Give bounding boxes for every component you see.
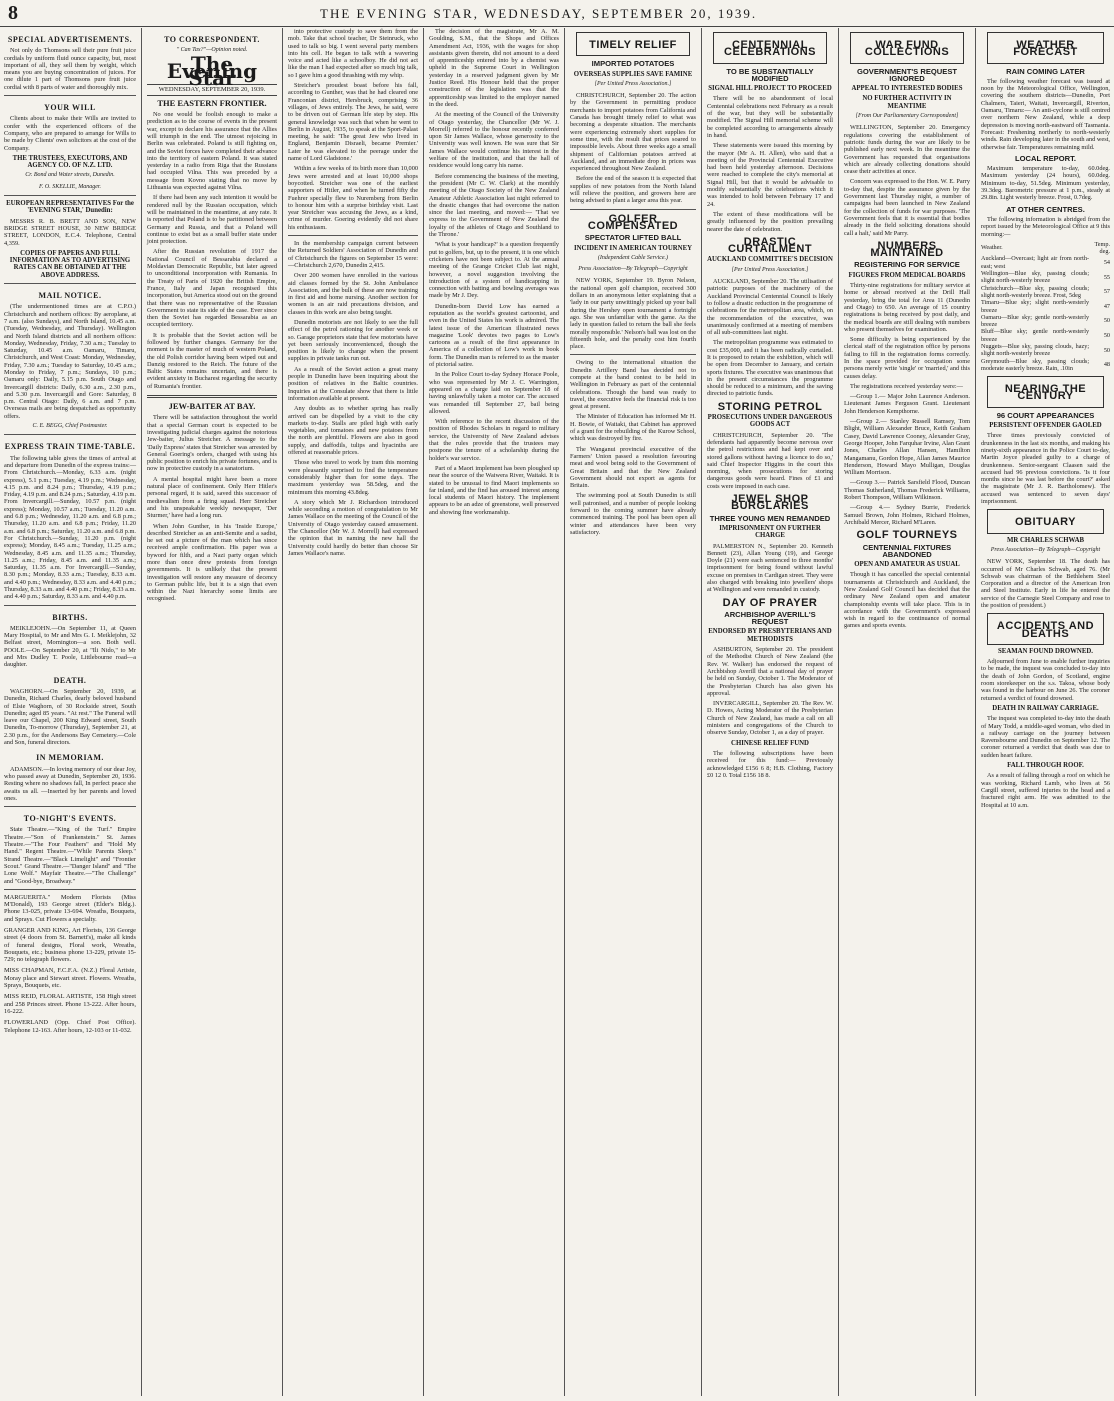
weather-place: Nuggets—Blue sky, passing clouds, hazy; slight north-westerly breeze — [981, 342, 1090, 358]
florist-ad: FLOWERLAND (Opp. Chief Post Office). Telephone 12-163. After hours, 12-103 or 11-032. — [4, 1019, 136, 1034]
headline-box — [987, 613, 1104, 645]
headline: DRASTIC CURTAILMENT — [727, 235, 813, 256]
article-paragraph: The decision of the magistrate, Mr A. M. Goulding, S.M., that the Shops and Offices Amendment Act, 1936, with the wages for shop assistants given therein, did not amount to a deed of apprenticeship entered into by a chemist was upheld in the Supreme Court in Wellington yesterday in a reserved judgment given by Mr Justice Reed. His Honour held that the proper construction of the legislation was that the apprenticeship was limited to the employer named in the deed. — [429, 28, 559, 108]
divider — [4, 283, 136, 284]
weather-row — [981, 285, 1110, 300]
deck: APPEAL TO INTERESTED BODIES — [851, 85, 963, 93]
column-rule — [282, 28, 283, 1396]
column-rule — [564, 28, 565, 1396]
divider — [570, 354, 696, 355]
divider — [4, 889, 136, 890]
subheadline: 96 COURT APPEARANCES — [996, 410, 1095, 420]
subheadline: AT OTHER CENTRES. — [1006, 204, 1085, 214]
headline: ACCIDENTS AND DEATHS — [996, 620, 1095, 640]
trustees-manager: F. O. SKELLIE, Manager. — [38, 183, 102, 190]
memoriam-heading: IN MEMORIAM. — [36, 753, 104, 763]
article-paragraph: The Wanganui provincial executive of the Farmers' Union passed a resolution favouring meat and wool being sold to the Government of Great Britain and that the New Zealand Government should not export as agents for Britain. — [570, 445, 696, 490]
euro-reps-text: MESSRS R. B. BRETT AND SON, NEW BRIDGE STREET HOUSE, 30 NEW BRIDGE STREET, LONDON, E.C.4. Telephone, Central 4,359. — [4, 217, 136, 247]
page-number: 8 — [8, 2, 18, 24]
euro-reps-heading: EUROPEAN REPRESENTATIVES For the 'EVENING STAR,' Dunedin: — [6, 200, 134, 215]
article-paragraph: NEW YORK, September 18. The death has occurred of Mr Charles Schwab, aged 76. (Mr Schwab was chairman of the Bethlehem Steel Corporation and a director of the American Iron and Steel Institute. Early in life he entered the service of the Carnegie Steel Company and rose to the position of president.) — [981, 558, 1110, 609]
weather-header-temp: Temp. deg. — [1094, 240, 1110, 256]
column-rule — [975, 28, 976, 1396]
events-heading: TO-NIGHT'S EVENTS. — [23, 814, 117, 824]
press-credit: [Per United Press Association.] — [731, 266, 809, 273]
column-rule — [838, 28, 839, 1396]
divider — [4, 434, 136, 435]
leader-paragraph: No one would be foolish enough to make a prediction as to the course of events in the present war, except to declare his assurance that the Allies will triumph in the end. The utmost rejoicing in Berlin was celebrated. Poland is still fighting on, and the Soviet forces have completed their advance into the territory of eastern Poland. It was stated yesterday in a radio from Riga that the Russians had occupied Vilna. This was preceded by a message from Kovno stating that no move by Lithuania was expected against Vilna. — [147, 111, 277, 192]
paper-nameplate: The Evening Star — [166, 51, 258, 91]
article-paragraph: Before commencing the business of the meeting, the president (Mr C. W. Clark) at the monthly meeting of the Otago Society of the New Zealand Amateur Athletic Association last night referred to the drastic changes that had overcome the nation since the last meeting, and moved:— 'That we express to the Government of New Zealand the loyalty of the athletes of Otago and Southland to the Throne.' — [429, 172, 559, 239]
leader-paragraph: It is probable that the Soviet action will be followed by further changes. Germany for the moment is the master of much of western Poland, the old Polish corridor having been wiped out and Danzig restored to the Reich. The future of the Baltic States remains uncertain, and there is evident anxiety in Bucharest regarding the security of Rumania's frontier. — [147, 331, 277, 390]
article-paragraph: Some difficulty is being experienced by the clerical staff of the registration office by persons failing to fill in the registration forms correctly. In the space provided for occupation some persons merely write 'single' or 'married,' and this causes delay. — [844, 336, 970, 380]
article-paragraph: As a result of falling through a roof on which he was working, Richard Lamb, who lives at 56 Cargill street, suffered injuries to the head and a fractured right arm. He was admitted to the Hospital at 10 a.m. — [981, 772, 1110, 809]
weather-place: Christchurch—Blue sky, passing clouds; slight north-westerly breeze. Frost, 5deg — [981, 284, 1090, 299]
deck: OVERSEAS SUPPLIES SAVE FAMINE — [573, 70, 693, 78]
special-ads-heading: SPECIAL ADVERTISEMENTS. — [7, 35, 133, 44]
running-head: THE EVENING STAR, WEDNESDAY, SEPTEMBER 20, 1939. — [320, 6, 758, 21]
weather-row — [981, 358, 1110, 373]
leader-paragraph: After the Russian revolution of 1917 the National Council of Bessarabia declared a Moldavian Democratic Republic, but later agreed to unconditional incorporation with Rumania. In the Treaty of Paris of 1920 the British Empire, France, Italy and Japan recognised this incorporation, but America stood out on the ground that there was no representative of the Russian Government to state its side of the case. Ever since then the Soviet has regarded Bessarabia as an occupied territory. — [147, 248, 277, 329]
florist-ad: MISS CHAPMAN, F.C.F.A. (N.Z.) Floral Artiste, Moray place and Stewart street. Flowers. Wreaths, Sprays, Bouquets, etc. — [4, 967, 136, 990]
article-paragraph: The swimming pool at South Dunedin is still well patronised, and a number of people looking forward to the coming summer have already commenced training. The pool has been open all winter and attendances have been very satisfactory. — [570, 492, 696, 536]
article-paragraph: INVERCARGILL, September 20. The Rev. W. D. Howes, Acting Moderator of the Presbyterian Church of New Zealand, has made a call on all ministers and congregations of the Church to observe Sunday, October 1, as a day of prayer. — [707, 700, 833, 737]
registration-group: —Group 4.— Sydney Burrie, Frederick Samuel Brown, John Holmes, Richard Holmes, Archibald Mercer, Richard M'Laren. — [844, 504, 970, 526]
weather-place: Oamaru—Blue sky; gentle north-westerly breeze — [981, 313, 1090, 329]
special-ads-text: Not only do Thomsons sell their pure fruit juice cordials by uniform fluid ounce capacity, but, most important of all, they sell them by weight, which means you are buying concentration of juices. For one dilute 1 part of Thomsons pure fruit juice cordial with 8 parts of water and thoroughly mix. — [4, 47, 136, 91]
deck: FIGURES FROM MEDICAL BOARDS — [848, 271, 966, 279]
article-paragraph: As a result of the Soviet action a great many people in Dunedin have been inquiring about the position of relatives in the Baltic countries. Inquiries at the Consulate show that there is little information available at present. — [288, 365, 418, 402]
article-paragraph: At the meeting of the Council of the University of Otago yesterday, the Chancellor (Mr W. J. Morrell) referred to the honour recently conferred upon Sir James Wallace, whose generosity to the University was well known. He was sure that Sir James Wallace would continue his interest in the welfare of the institution, and that the hall of residence would long carry his name. — [429, 111, 559, 170]
registration-group: —Group 2.— Stanley Russell Ramsey, Tom Blight, William Alexander Bruce, Keith Graham Casey, David Lawrence Cooney, Alexander Gray, George Hooper, John Farquhar Irvine, Alan Grant Jones, Charles Allan Hansen, Hamilton Mangamanu, Gordon Hope, Allan James Maurice Henderson, Howard Mayo Mulligan, Douglas William Morrison. — [844, 418, 970, 477]
deck: PERSISTENT OFFENDER GAOLED — [989, 422, 1102, 430]
headline-box — [713, 32, 827, 64]
death-text: WAGHORN.—On September 20, 1939, at Dunedin, Richard Charles, dearly beloved husband of Elsie Waghorn, of 30 Rockside street, South Dunedin; aged 85 years. "At rest." The Funeral will leave our Chapel, 200 King Edward street, South Dunedin, To-morrow (Thursday), September 21, at 2.30 p.m., for the Andersons Bay Cemetery.—Cole and Son, funeral directors. — [4, 687, 136, 747]
divider — [4, 605, 136, 606]
trustees-address: Cr. Bond and Water streets, Dunedin. — [25, 172, 115, 179]
headline: GOLF TOURNEYS — [856, 529, 958, 542]
article-paragraph: The following weather forecast was issued at noon by the Meteorological Office, Wellington, covering the southern districts—Dunedin, Port Chalmers, Taieri, Waitati, Invercargill, Riverton, Oamaru, Timaru:— An anti-cyclone is still centred over northern New Zealand, while a deep depression is moving north-eastward off Tasmania. Forecast: Freshening northerly to north-westerly winds. Rain developing later in the south and west, otherwise fair. Temperatures remaining mild. — [981, 77, 1110, 151]
article-paragraph: Three times previously convicted of drunkenness in the last six months, and making his ninety-sixth appearance in the Police Court to-day, Martin Joyce pleaded guilty to a charge of drunkenness. Senior-sergeant Claasen said the accused had 96 previous convictions. 'Is it four months since he was last before the court?' asked the magistrate (Mr J. R. Bartholomew). The accused was sentenced to seven days' imprisonment. — [981, 432, 1110, 506]
deck: SEAMAN FOUND DROWNED. — [998, 647, 1093, 655]
paper-dateline: WEDNESDAY, SEPTEMBER 20, 1939. — [147, 84, 277, 95]
memoriam-text: ADAMSON.—In loving memory of our dear Joy, who passed away at Dunedin, September 20, 1936. Resting where no shadows fall, In perfect peace she awaits us all. —Inserted by her parents and loved ones. — [4, 765, 136, 802]
second-leader-paragraph: There will be satisfaction throughout the world that a special German court is expected to be investigating judicial charges against the notorious Jew-baiter, Julius Streicher. A message to the 'Daily Express' states that Streicher was arrested by General Goering's orders, charged with using his public position to enrich his private fortunes, and is now in protective custody in a sanatorium. — [147, 414, 277, 473]
masthead — [0, 0, 1114, 27]
article-paragraph: Those who travel to work by tram this morning were pleasantly surprised to find the temperature considerably higher than for some days. The maximum yesterday was 58.5deg, and the minimum this morning 43.8deg. — [288, 459, 418, 496]
deck: OPEN AND AMATEUR AS USUAL — [854, 561, 960, 569]
deck: INCIDENT IN AMERICAN TOURNEY — [573, 244, 693, 252]
weather-temp: 50 — [1103, 332, 1110, 340]
article-paragraph: In the membership campaign current between the Returned Soldiers' Association of Dunedin and of Christchurch the figures on September 15 were:—Christchurch 2,670, Dunedin 2,415. — [288, 240, 418, 269]
divider — [4, 95, 136, 96]
headline: STORING PETROL — [717, 400, 823, 413]
weather-temp: 50 — [1103, 346, 1110, 354]
article-paragraph: Concern was expressed to the Hon. W. E. Parry to-day that, despite the assurance given by the Government last Thursday night, a number of campaigns had been launched in New Zealand for the collection of funds for war purposes. 'The Government feels that it is essential that bodies already in the field soliciting donations should call a halt,' said Mr Parry. — [844, 178, 970, 237]
article-paragraph: With reference to the recent discussion of the position of Rhodes Scholars in regard to military service, the University of New Zealand advises that the rules provide that the trustees may postpone the tenure of a scholarship during the holder's war service. — [429, 418, 559, 462]
article-paragraph: Any doubts as to whether spring has really arrived can be dispelled by a visit to the city markets to-day. Stalls are piled high with early vegetables, and tomatoes and new potatoes from the north are plentiful. Flowers are also in good supply, and daffodils, tulips and hyacinths are offered at reasonable prices. — [288, 405, 418, 457]
headline: NUMBERS MAINTAINED — [870, 239, 944, 260]
weather-header-row — [981, 241, 1110, 256]
subheadline: RAIN COMING LATER — [1006, 66, 1085, 76]
weather-row — [981, 255, 1110, 270]
weather-row — [981, 314, 1110, 329]
press-credit: [Per United Press Association.] — [594, 80, 672, 87]
weather-place: Auckland—Overcast; light air from north-east; west — [981, 255, 1090, 270]
headline-box — [987, 32, 1104, 64]
your-will-text: Clients about to make their Wills are invited to confer with the experienced officers of the Company, who are prepared to arrange for Wills to be made by Clients' own solicitors at the cost of the Company. — [4, 115, 136, 152]
article-paragraph: The extent of these modifications will be greatly influenced by the position prevailing nearer the date of celebration. — [707, 210, 833, 233]
weather-table — [981, 241, 1110, 372]
death-heading: DEATH. — [53, 675, 87, 685]
headline: WEATHER FORECAST — [1013, 39, 1078, 59]
article-paragraph: Within a few weeks of its birth more than 10,000 Jews were arrested and at least 10,000 shops boycotted. Streicher was one of the earliest supporters of Hitler, and when he turned fifty the Fuehrer specially flew to Nuremberg from Berlin to honour him with a surprise birthday visit. Last year Streicher was accusing the Jews, as a kind, crime of murder. Goering evidently did not share his enthusiasm. — [288, 165, 418, 231]
second-leader-paragraph: A mental hospital might have been a more natural place of confinement. Only Herr Hitler's personal regard, it is said, saved this successor of medievalism from a firing squad. Herr Streicher and his unspeakable weekly newspaper, 'Der Sturmer,' have had a long run. — [147, 475, 277, 520]
headline-box — [576, 32, 690, 56]
subheadline: CENTENNIAL FIXTURES ABANDONED — [862, 542, 952, 559]
correspondent-text: " Can Tax?"—Opinion noted. — [176, 47, 248, 54]
article-paragraph: The metropolitan programme was estimated to cost £35,000, and it has been radically curtailed. It is proposed to retain the exhibition, which will be open from December to January, and certain sports fixtures. The executive was unanimous that in the present circumstances the programme should be reduced to a minimum, and the saving directed to patriotic funds. — [707, 339, 833, 398]
column-rule — [141, 28, 142, 1396]
divider — [4, 195, 136, 196]
article-paragraph: Adjourned from June to enable further inquiries to be made, the inquest was concluded to-day into the death of John Gordon, of Scotland, engine room storekeeper on the s.s. Takoa, whose body was found in the harbour on June 26. The coroner returned a verdict of found drowned. — [981, 658, 1110, 702]
article-paragraph: WELLINGTON, September 20. Emergency regulations covering the establishment of patriotic funds during the war are likely to be published early next week. In the meantime the Government has requested that organisations which are already collecting donations should cease their activities at once. — [844, 124, 970, 176]
subheadline: LOCAL REPORT. — [1014, 153, 1077, 163]
weather-place: Timaru—Blue sky; slight north-westerly breeze — [981, 299, 1090, 314]
headline: CENTENNIAL CELEBRATIONS — [724, 39, 816, 59]
column-6 — [703, 28, 837, 1396]
florist-ad: GRANGER AND KING, Art Florists, 136 George street (4 doors from St. Barnett's), make all kinds of funeral designs, Floral work, Wreaths, Bouquets, etc.; business phone 13-229, private 15-729; no telegraph flowers. — [4, 926, 136, 964]
subheadline: GOVERNMENT'S REQUEST IGNORED — [856, 66, 958, 83]
weather-row — [981, 343, 1110, 358]
deck: NO FURTHER ACTIVITY IN MEANTIME — [862, 95, 952, 110]
article-paragraph: CHRISTCHURCH, September 20. The action by the Government in permitting produce merchants to import potatoes from California and Canada has brought timely relief to what was becoming a desperate situation. The merchants were experiencing extremely short supplies for some time, with the result that prices soared to impossible levels. About three weeks ago a small shipment of Californian potatoes arrived at Auckland, and an immediate drop in prices was experienced throughout New Zealand. — [570, 92, 696, 173]
press-credit: Press Association—By Telegraph—Copyright — [578, 266, 688, 273]
deck: ENDORSED BY PRESBYTERIANS AND METHODISTS — [708, 628, 832, 643]
deck: PROSECUTIONS UNDER DANGEROUS GOODS ACT — [707, 414, 833, 429]
article-paragraph: Thirty-nine registrations for military service at home or abroad received at the Drill Hall yesterday, bring the total for Area 11 (Dunedin and Otago) to 650. An average of 15 country registrations is being received by post daily, and the medical boards are still dealing with numbers who present themselves for examination. — [844, 282, 970, 333]
mail-notice-text: (The undermentioned times are at C.P.O.) Christchurch and northern offices: By aeroplane, at 7 a.m. (also Sundays), and North Island, 10.45 a.m. (Tuesday, Wednesday, and Thursday). Wellington and North Island districts and all northern offices: Monday, Wednesday, Friday, 7.30 a.m.; Tuesday to Saturday, 10.45 a.m. Oamaru, Timaru, Christchurch, and West Coast: Monday, Wednesday, Friday, 7.30 a.m.; Tuesday to Saturday, 10.45 a.m.; Monday to Friday, 7 p.m.; Sundays, 10 p.m.; Oamaru only: Daily, 5.15 p.m. South Otago and Invercargill districts: Daily, 6.30 a.m., 2.30 p.m., and 5.30 p.m. Invercargill and Gore: Saturday, 8 p.m. Central Otago: Daily, 6 a.m. and 7 p.m. Overseas mails are being despatched as opportunity offers. — [4, 303, 136, 420]
deck: FALL THROUGH ROOF. — [1007, 762, 1084, 770]
postmaster: C. E. BEGG, Chief Postmaster. — [32, 423, 108, 430]
headline: OBITUARY — [1014, 516, 1077, 529]
column-7 — [840, 28, 974, 1396]
article-paragraph: The following information is abridged from the report issued by the Meteorological Office at 9 this morning:— — [981, 215, 1110, 238]
correspondent-heading: TO CORRESPONDENT. — [164, 35, 260, 44]
headline: TIMELY RELIEF — [589, 39, 677, 51]
weather-place: Bluff—Blue sky; gentle north-westerly breeze — [981, 328, 1090, 343]
express-train-text: The following table gives the times of arrival at and departure from Dunedin of the express trains:— From Christchurch.—Monday, 6.33 a.m. (night express), 5.1 p.m.; Tuesday, 4.19 p.m.; Wednesday, 4.15 p.m. and 8.24 p.m.; Thursday, 4.19 p.m.; Friday, 4.19 p.m. and 8.24 p.m.; Saturday, 4.19 p.m. From Invercargill.—Sunday, 10.57 p.m. (night express); Monday, 10.57 a.m.; Tuesday, 11.20 a.m. and 6.8 p.m.; Wednesday, 11.20 a.m. and 6.8 p.m.; Thursday, 11.20 a.m. and 6.8 p.m.; Friday, 11.20 a.m. and 6.8 p.m.; Saturday, 11.20 a.m. and 6.8 p.m. For Christchurch.—Sunday, 11.20 p.m. (night express); Monday, 8.45 a.m.; Tuesday, 11.25 a.m.; Wednesday, 8.45 a.m. and 11.35 a.m.; Thursday, 11.25 a.m.; Friday, 8.45 a.m. and 11.35 a.m.; Saturday, 11.35 a.m. For Invercargill.—Sunday, 8.30 p.m.; Monday, 8.33 a.m.; Tuesday, 8.33 a.m. and 4.40 p.m.; Wednesday, 8.33 a.m. and 4.40 p.m.; Thursday, 8.33 a.m. and 4.40 p.m.; Friday, 8.33 a.m. and 4.40 p.m.; Saturday, 8.33 a.m. and 4.40 p.m. — [4, 454, 136, 601]
your-will-heading: YOUR WILL — [44, 103, 96, 113]
express-train-heading: EXPRESS TRAIN TIME-TABLE. — [4, 442, 136, 452]
weather-row — [981, 328, 1110, 343]
euro-copies: COPIES OF PAPERS AND FULL INFORMATION AS TO ADVERTISING RATES CAN BE OBTAINED AT THE ABOVE ADDRESS. — [9, 249, 131, 279]
weather-row — [981, 299, 1110, 314]
deck: AUCKLAND COMMITTEE'S DECISION — [707, 256, 833, 264]
deck: MR CHARLES SCHWAB — [1006, 536, 1085, 544]
article-paragraph: These statements were issued this morning by the mayor (Mr A. H. Allen), who said that a meeting of the Provincial Centennial Executive had been held yesterday afternoon. Decisions were reached to complete the city's memorial at Signal Hill, but that it would be advisable to modify substantially the celebrations which it was intended to hold between February 17 and 24. — [707, 142, 833, 208]
press-credit: Press Association—By Telegraph—Copyright — [990, 546, 1101, 553]
article-paragraph: CHRISTCHURCH, September 20. 'The defendants had apparently become nervous over the petrol restrictions and had kept over and stored gallons without having a licence to do so,' said Chief Inspector Higgins in the court this morning, when prosecutions for storing dangerous goods were heard. Fines of £1 and costs were imposed in each case. — [707, 431, 833, 490]
headline: GOLFER COMPENSATED — [587, 212, 679, 232]
headline: DAY OF PRAYER — [722, 596, 818, 609]
weather-temp: 48 — [1103, 361, 1110, 369]
second-leader-heading: JEW-BAITER AT BAY. — [168, 401, 256, 412]
subheadline: ARCHBISHOP AVERILL'S REQUEST — [724, 609, 816, 627]
divider — [570, 209, 696, 210]
births-heading: BIRTHS. — [52, 612, 88, 622]
florist-ad: MARGUERITA." Modern Florists (Miss M'Donald), 193 George street (Elder's Bldg.). Phone 13-025, private 13-694. Wreaths, Bouquets, and Sprays. Cut Flowers a specialty. — [4, 893, 136, 923]
article-paragraph: Owing to the international situation the Dunedin Artillery Band has decided not to compete at the band contest to be held in Wellington in February as part of the centennial celebrations. Though the band was ready to travel, the executive feels the financial risk is too great at present. — [570, 359, 696, 411]
column-3 — [284, 28, 422, 1396]
article-paragraph: NEW YORK, September 19. Byron Nelson, the national open golf champion, received 300 dollars in an anonymous letter explaining that a 'lady in our party unwittingly picked up your ball during the Hershey open tournament a fortnight ago. She was unfamiliar with the game. As the lady in question failed to return the ball she feels morally responsible.' Nelson's ball was lost on the fifteenth hole, and the penalty cost him fourth place. — [570, 277, 696, 351]
divider — [288, 235, 418, 236]
headline: WAR FUND COLLECTIONS — [864, 39, 950, 59]
cable-credit: (Independent Cable Service.) — [597, 254, 669, 261]
headline: NEARING THE CENTURY — [1004, 383, 1087, 403]
events-text: State Theatre.—"King of the Turf." Empire Theatre.—"Son of Frankenstein." St. James Theatre.—"The Four Feathers" and "Hold My Hand." Regent Theatre.—"While Parents Sleep." Strand Theatre.—"Black Limelight" and "Frontier Scout." Grand Theatre.—"Danger Island" and "The Lone Wolf." Mayfair Theatre.—"The Challenge" and "Good-bye, Broadway." — [4, 826, 136, 885]
deck: DEATH IN RAILWAY CARRIAGE. — [992, 704, 1099, 712]
subheadline: THREE YOUNG MEN REMANDED — [709, 513, 831, 523]
subheadline: TO BE SUBSTANTIALLY MODIFIED — [726, 66, 814, 83]
deck: IMPRISONMENT ON FURTHER CHARGE — [719, 524, 821, 540]
article-paragraph: Before the end of the season it is expected that supplies of new potatoes from the North Island will relieve the position, and growers here are being advised to plant a larger area this year. — [570, 175, 696, 205]
article-paragraph: The Minister of Education has informed Mr H. H. Bowie, of Waitaki, that Cabinet has approved of a grant for the rebuilding of the Kurow School, which was destroyed by fire. — [570, 413, 696, 443]
trustees-name: THE TRUSTEES, EXECUTORS, AND AGENCY CO. OF N.Z. LTD. — [12, 154, 128, 170]
second-leader-paragraph: When John Gunther, in his 'Inside Europe,' described Streicher as an anti-Semite and a sadist, he set out a picture of the man which has since received ample confirmation. His paper was a byword for filth, and a Nazi party organ which more than once drew protests from foreign governments. It is unlikely that the present investigation will restore any measure of decency to German public life, but it is a sign that even within the Nazi hierarchy some limits are recognised. — [147, 522, 277, 603]
deck: CHINESE RELIEF FUND — [731, 739, 809, 747]
births-text: MEIKLEJOHN.—On September 11, at Queen Mary Hospital, to Mr and Mrs G. I. Meiklejohn, 32 Belfast street, Mornington—a son. Both well. POOLE.—On September 20, at "Ili Nido," to Mr and Mrs Dudley T. Poole, Littlebourne road—a daughter. — [4, 624, 136, 669]
headline-box — [987, 376, 1104, 408]
article-paragraph: The registrations received yesterday were:— — [850, 382, 963, 390]
article-paragraph: A story which Mr J. Richardson introduced while seconding a motion of congratulation to Mr James Wallace on the meeting of the Council of the University of Otago yesterday caused amusement. The Chancellor (Mr W. J. Morrell) had expressed the opinion that in naming the new hall the University could hardly do better than choose Sir James Wallace's name. — [288, 498, 418, 557]
article-paragraph: Dunedin motorists are not likely to see the full effect of the petrol rationing for another week or so. Garage proprietors state that few motorists have yet been seriously inconvenienced, though the position is likely to change when the present supplies in private tanks run out. — [288, 318, 418, 363]
article-paragraph: Streicher's proudest boast before his fall, according to Gunther, was that he had cleared one Franconian district, Hersbruck, comprising 36 villages, of Jews entirely. The Jews, he said, were to be driven out of German life step by step. His general knowledge was such that when he went to Berlin in August, 1935, to speak at the Sport-Palast meeting, he said: 'The great Jew who lived in England, Benjamin Disraeli, became Premier.' Later he was elevated to the peerage under the name of Lord Gladstone.' — [288, 82, 418, 163]
column-rule — [701, 28, 702, 1396]
headline: JEWEL SHOP BURGLARIES — [731, 493, 809, 513]
leader-paragraph: If there had been any such intention it would be rendered null by the Russian occupation, which will be maintained in the meantime, at any rate. It is reported that Poland is to be partitioned between Germany and Russia, and that a Poland will continue to exist but as a small buffer state under joint protection. — [147, 194, 277, 246]
article-paragraph: PALMERSTON N., September 20. Kenneth Bennett (23), Allan Young (19), and George Doyle (21) were each sentenced to three months' imprisonment for being found without lawful excuse on premises in Cardigan street. They were also charged with breaking into jewellers' shops at Wellington and were remanded in custody. — [707, 542, 833, 594]
article-paragraph: Over 200 women have enrolled in the various aid classes formed by the St. John Ambulance Association, and the bulk of these are now training in first aid and home nursing. Another section for women is an air raid precautions division, and classes in this work are also being taught. — [288, 272, 418, 316]
deck: SIGNAL HILL PROJECT TO PROCEED — [708, 85, 832, 93]
press-credit: [From Our Parliamentary Correspondent] — [855, 113, 959, 120]
subheadline: REGISTERING FOR SERVICE — [854, 260, 960, 270]
headline-box — [850, 32, 964, 64]
column-8 — [977, 28, 1114, 1396]
column-2 — [143, 28, 281, 1396]
article-paragraph: Part of a Maori implement has been ploughed up near the source of the Waiwera River, Waitaki. It is stated to be unusual to find Maori implements so far inland, and the find has aroused interest among local students of Maori history. The implement appears to be an adze of greenstone, well preserved and showing fine workmanship. — [429, 464, 559, 516]
weather-temp: 47 — [1103, 302, 1110, 310]
weather-temp: 55 — [1103, 273, 1110, 281]
article-paragraph: There will be no abandonment of local Centennial celebrations next February as a result of the war, but they will be substantially modified. The Signal Hill memorial scheme will be completed according to arrangements already in hand. — [707, 95, 833, 139]
article-paragraph: The following subscriptions have been received for this fund:— Previously acknowledged £156 6 8; H.B. Clothing, Factory £0 12 0. Total £156 18 8. — [707, 749, 833, 779]
article-paragraph: into protective custody to save them from the mob. Take that school teacher, Dr Steinruck, who used to talk so big. I went several party members into his cell. He began to talk with a wavering voice and acted like a schoolboy. He did not act like the man I had expected after so much big talk, so I gave him a good thrashing with my whip. — [288, 28, 418, 79]
weather-place: Greymouth—Blue sky, passing clouds; moderate easterly breeze. Rain, .10in — [981, 357, 1090, 372]
article-paragraph: The inquest was completed to-day into the death of Mary Todd, a middle-aged woman, who died in a railway carriage on the journey between Ravensbourne and Dunedin on September 12. The coroner returned a verdict that death was due to sudden heart failure. — [981, 715, 1110, 759]
article-paragraph: Though it has cancelled the special centennial tournaments at Christchurch and Auckland, the New Zealand Golf Council has decided that the ordinary New Zealand open and amateur championship events will take place. This is in accordance with the Government's expressed wish in regard to the continuance of normal games and sports events. — [844, 571, 970, 630]
mail-notice-heading: MAIL NOTICE. — [38, 291, 102, 301]
column-rule — [423, 28, 424, 1396]
florist-ad: MISS REID, FLORAL ARTISTE, 158 High street and 258 Princes street. Phone 13-222. After hours, 16-222. — [4, 993, 136, 1015]
divider — [147, 395, 277, 398]
weather-header-place: Weather. — [981, 244, 1003, 252]
registration-group: —Group 3.— Patrick Sarsfield Flood, Duncan Thomas Sutherland, Thomas Frederick Williams, Robert Thompson, William Wilkinson. — [844, 479, 970, 502]
column-4 — [425, 28, 563, 1396]
article-paragraph: 'What is your handicap?' is a question frequently put to golfers, but, up to the present, it is one which cricketers have not been subject to. At the annual meeting of the Grange Cricket Club last night, however, a novel suggestion involving the introduction of a system of handicapping in connection with batting and bowling averages was made by Mr J. Dey. — [429, 241, 559, 300]
column-5 — [566, 28, 700, 1396]
subheadline: SPECTATOR LIFTED BALL — [584, 233, 682, 243]
column-1 — [0, 28, 140, 1396]
weather-temp: 57 — [1103, 288, 1110, 296]
headline-box — [987, 509, 1104, 533]
article-paragraph: In the Police Court to-day Sydney Horace Poole, who was represented by Mr J. C. Warrington, appeared on a charge laid on September 18 of having unlawfully taken a motor car. The accused was remanded till September 27, bail being allowed. — [429, 371, 559, 415]
divider — [4, 806, 136, 807]
weather-row — [981, 270, 1110, 285]
weather-place: Wellington—Blue sky, passing clouds; slight north-westerly breeze — [981, 270, 1090, 285]
article-paragraph: AUCKLAND, September 20. The utilisation of patriotic purposes of the machinery of the Auckland Provincial Centennial Council is likely to follow a drastic reduction in the programme of celebrations for the metropolitan area, which, on the recommendation of the executive, was unanimously confirmed at a meeting of members of all sub-committees last night. — [707, 278, 833, 337]
subheadline: IMPORTED POTATOES — [591, 59, 675, 69]
registration-group: —Group 1.— Major John Laurence Anderson. Lieutenant James Ferguson Grant. Lieutenant John Henderson Kempthorne. — [844, 393, 970, 415]
article-paragraph: ASHBURTON, September 20. The president of the Methodist Church of New Zealand (the Rev. W. Walker) has endorsed the request of Archbishop Averill that a national day of prayer be held on Sunday, October 1. The Moderator of the Presbyterian Church has also given his approval. — [707, 646, 833, 697]
article-paragraph: Dunedin-born David Low has earned a reputation as the world's greatest cartoonist, and even in the United States his work is admired. The latest issue of the American illustrated news magazine 'Look' devotes two pages to Low's cartoons as a result of the first appearance in America of a collection of Low's work in book form. The Dunedin man is referred to as the master of pictorial satire. — [429, 302, 559, 369]
leader-heading: THE EASTERN FRONTIER. — [157, 97, 267, 108]
article-paragraph: Maximum temperature to-day, 60.0deg. Maximum yesterday (24 hours), 60.0deg. Minimum to-day, 51.5deg. Minimum yesterday, 39.3deg. Barometric pressure at 1 p.m., steady at 29.8in. Light westerly breeze. Frost, 0.7deg. — [981, 165, 1110, 202]
weather-temp: 50 — [1103, 317, 1110, 325]
weather-temp: 54 — [1103, 259, 1110, 267]
